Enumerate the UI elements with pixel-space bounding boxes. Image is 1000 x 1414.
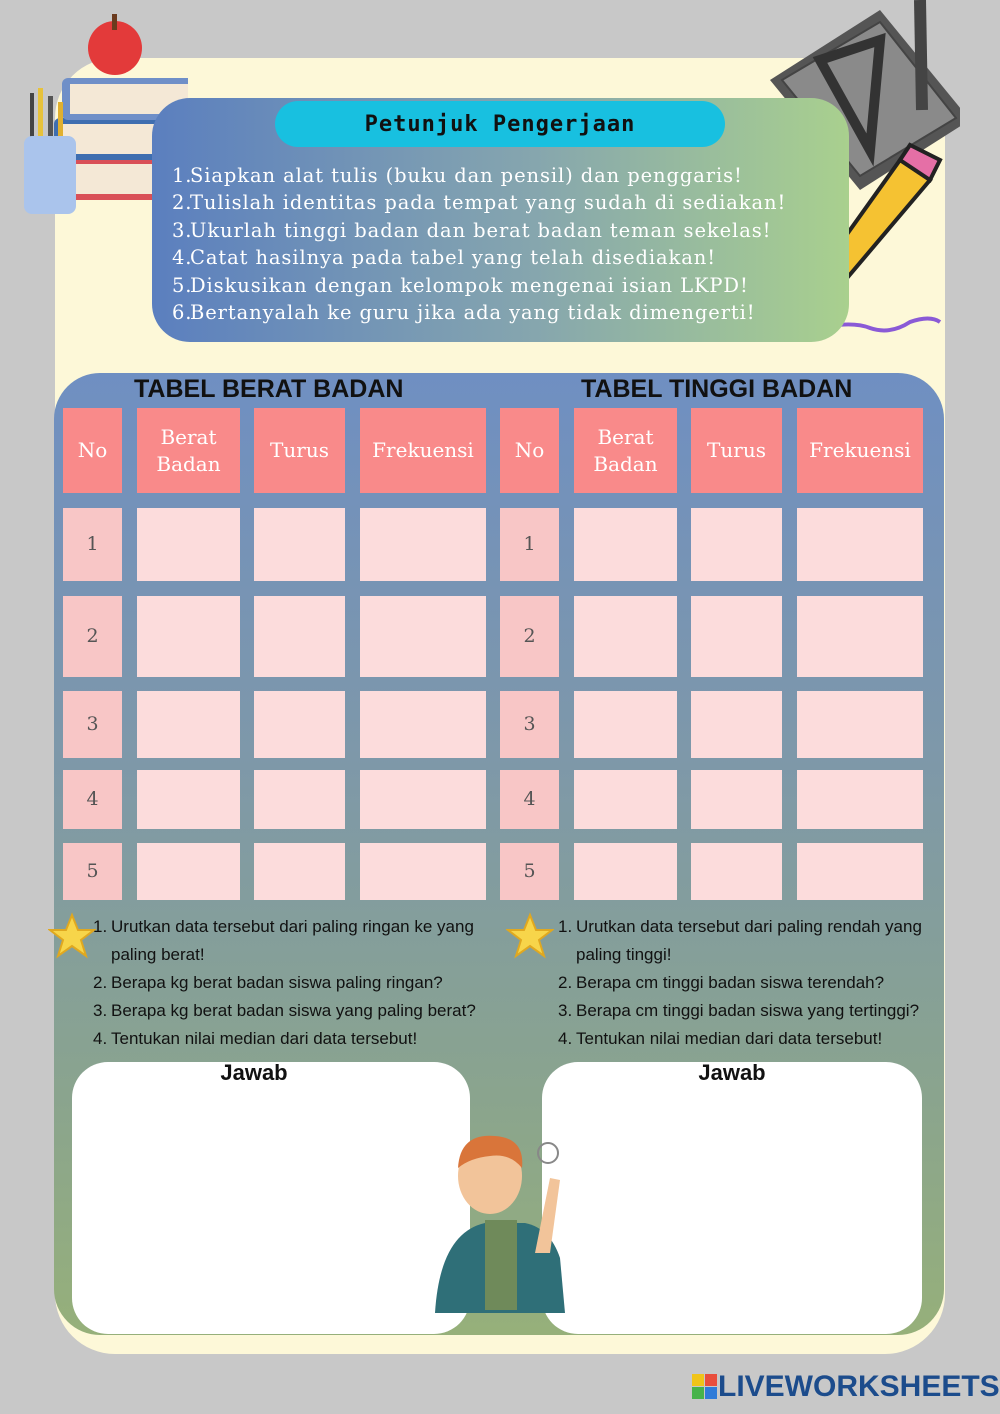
table-left-row-number: 5 bbox=[63, 843, 122, 900]
instructions-list bbox=[172, 162, 786, 326]
questions-right bbox=[558, 913, 942, 1053]
question-item: 4. Tentukan nilai median dari data tersebut! bbox=[93, 1029, 418, 1048]
table-left-input-cell[interactable] bbox=[360, 596, 486, 677]
instruction-item: 6.Bertanyalah ke guru jika ada yang tidak dimengerti! bbox=[172, 300, 756, 324]
instructions-title: Petunjuk Pengerjaan bbox=[275, 101, 725, 147]
table-right-input-cell[interactable] bbox=[691, 596, 782, 677]
table-left-title: TABEL BERAT BADAN bbox=[134, 375, 404, 403]
table-left-row-number: 1 bbox=[63, 508, 122, 581]
teacher-illustration bbox=[430, 1128, 580, 1318]
question-item: 3. Berapa cm tinggi badan siswa yang tertinggi? bbox=[558, 1001, 920, 1020]
table-left-header-no: No bbox=[63, 408, 122, 493]
table-left-header-berat-badan: Berat Badan bbox=[137, 408, 240, 493]
star-icon bbox=[48, 912, 96, 960]
table-left-input-cell[interactable] bbox=[254, 843, 345, 900]
table-left-input-cell[interactable] bbox=[137, 508, 240, 581]
table-left-row-number: 4 bbox=[63, 770, 122, 829]
table-right-input-cell[interactable] bbox=[797, 596, 923, 677]
table-left-input-cell[interactable] bbox=[360, 770, 486, 829]
table-right-input-cell[interactable] bbox=[691, 508, 782, 581]
brand-logo bbox=[692, 1370, 1000, 1404]
question-item: 4. Tentukan nilai median dari data tersebut! bbox=[558, 1029, 883, 1048]
instruction-item: 5.Diskusikan dengan kelompok mengenai isian LKPD! bbox=[172, 273, 749, 297]
table-left-input-cell[interactable] bbox=[254, 508, 345, 581]
table-right-row-number: 1 bbox=[500, 508, 559, 581]
table-right-input-cell[interactable] bbox=[574, 508, 677, 581]
table-right-row-number: 3 bbox=[500, 691, 559, 758]
table-right-header-berat-badan: Berat Badan bbox=[574, 408, 677, 493]
table-left-row-number: 3 bbox=[63, 691, 122, 758]
table-right-input-cell[interactable] bbox=[797, 508, 923, 581]
instruction-item: 1.Siapkan alat tulis (buku dan pensil) dan penggaris! bbox=[172, 164, 743, 187]
table-left-header-frekuensi: Frekuensi bbox=[360, 408, 486, 493]
table-left-input-cell[interactable] bbox=[254, 596, 345, 677]
question-item: 1. Urutkan data tersebut dari paling ringan ke yang paling berat! bbox=[93, 917, 474, 964]
instruction-item: 2.Tulislah identitas pada tempat yang sudah di sediakan! bbox=[172, 191, 787, 215]
table-left-row-number: 2 bbox=[63, 596, 122, 677]
question-item: 2. Berapa cm tinggi badan siswa terendah? bbox=[558, 973, 885, 992]
questions-left bbox=[93, 913, 498, 1053]
star-icon bbox=[506, 912, 554, 960]
table-right-input-cell[interactable] bbox=[797, 770, 923, 829]
table-right-input-cell[interactable] bbox=[574, 770, 677, 829]
table-left-input-cell[interactable] bbox=[137, 770, 240, 829]
brand-name: LIVEWORKSHEETS bbox=[718, 1370, 1000, 1403]
table-right-input-cell[interactable] bbox=[574, 691, 677, 758]
table-left-input-cell[interactable] bbox=[254, 770, 345, 829]
table-right-row-number: 2 bbox=[500, 596, 559, 677]
table-right-input-cell[interactable] bbox=[574, 596, 677, 677]
table-right-row-number: 5 bbox=[500, 843, 559, 900]
table-right-input-cell[interactable] bbox=[574, 843, 677, 900]
table-right-input-cell[interactable] bbox=[691, 691, 782, 758]
table-left-input-cell[interactable] bbox=[137, 596, 240, 677]
table-left-input-cell[interactable] bbox=[254, 691, 345, 758]
table-right-input-cell[interactable] bbox=[691, 770, 782, 829]
table-right-input-cell[interactable] bbox=[797, 691, 923, 758]
question-item: 3. Berapa kg berat badan siswa yang paling berat? bbox=[93, 1001, 476, 1020]
table-right-header-no: No bbox=[500, 408, 559, 493]
answer-box-left[interactable] bbox=[72, 1062, 470, 1334]
table-right-header-turus: Turus bbox=[691, 408, 782, 493]
table-left-input-cell[interactable] bbox=[137, 691, 240, 758]
table-right-input-cell[interactable] bbox=[691, 843, 782, 900]
liveworksheets-logo-icon bbox=[692, 1374, 718, 1400]
table-left-input-cell[interactable] bbox=[137, 843, 240, 900]
table-right-title: TABEL TINGGI BADAN bbox=[581, 375, 853, 403]
answer-right-label: Jawab bbox=[698, 1060, 766, 1085]
answer-left-label: Jawab bbox=[220, 1060, 288, 1085]
question-item: 2. Berapa kg berat badan siswa paling ringan? bbox=[93, 973, 443, 992]
instruction-item: 4.Catat hasilnya pada tabel yang telah disediakan! bbox=[172, 246, 716, 270]
instruction-item: 3.Ukurlah tinggi badan dan berat badan teman sekelas! bbox=[172, 218, 772, 242]
question-item: 1. Urutkan data tersebut dari paling rendah yang paling tinggi! bbox=[558, 917, 922, 964]
table-left-header-turus: Turus bbox=[254, 408, 345, 493]
table-right-row-number: 4 bbox=[500, 770, 559, 829]
answer-box-right[interactable] bbox=[542, 1062, 922, 1334]
table-left-input-cell[interactable] bbox=[360, 843, 486, 900]
table-right-header-frekuensi: Frekuensi bbox=[797, 408, 923, 493]
table-left-input-cell[interactable] bbox=[360, 691, 486, 758]
table-left-input-cell[interactable] bbox=[360, 508, 486, 581]
table-right-input-cell[interactable] bbox=[797, 843, 923, 900]
